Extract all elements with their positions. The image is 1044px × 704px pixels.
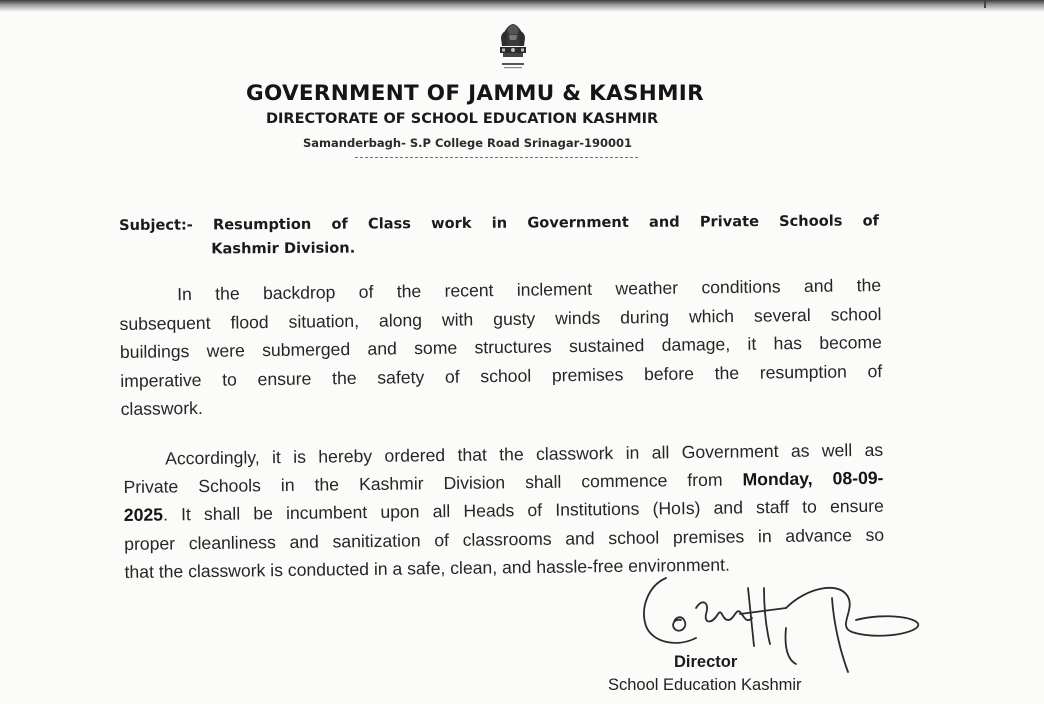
paragraph-line: imperative to ensure the safety of school premises before the resumption of: [120, 360, 883, 391]
scan-edge-shadow: [0, 0, 1044, 12]
letterhead-divider: [355, 157, 638, 158]
scan-mark: [984, 0, 986, 8]
subject-line-2: Kashmir Division.: [211, 239, 356, 258]
emblem-graphic: [490, 16, 536, 74]
state-emblem-icon: [490, 16, 536, 74]
commencement-date-part-1: Monday, 08-09-: [742, 467, 884, 490]
subject-word: in: [491, 214, 508, 232]
subject-word: Private: [699, 213, 760, 231]
office-address: Samanderbagh- S.P College Road Srinagar-190001: [303, 136, 633, 150]
paragraph-line: classwork.: [120, 397, 203, 419]
paragraph-line: buildings were submerged and some structures sustained damage, it has become: [119, 332, 882, 362]
subject-word: and: [648, 213, 680, 231]
subject-word: Schools: [779, 212, 843, 230]
paragraph-1: [119, 271, 883, 423]
subject-block: [119, 209, 889, 262]
government-heading: GOVERNMENT OF JAMMU & KASHMIR: [246, 81, 704, 106]
subject-word: Resumption: [212, 215, 312, 234]
paragraph-line: proper cleanliness and sanitization of classrooms and school premises in advance so: [124, 524, 885, 554]
subject-word: Class: [367, 215, 412, 233]
paragraph-line: that the classwork is conducted in a safe, clean, and hassle-free environment.: [124, 554, 731, 582]
paragraph-2: [123, 436, 885, 586]
signatory-organization: School Education Kashmir: [608, 676, 802, 694]
subject-word: work: [431, 214, 472, 233]
subject-word: of: [331, 215, 348, 233]
subject-label: Subject:-: [119, 216, 193, 234]
commencement-date-part-2: 2025: [123, 504, 164, 526]
paragraph-line: In the backdrop of the recent inclement weather conditions and the: [177, 275, 882, 305]
paragraph-line: subsequent flood situation, along with gusty winds during which several school: [119, 303, 882, 334]
signatory-title: Director: [674, 653, 738, 671]
subject-word: Government: [527, 213, 629, 232]
directorate-heading: DIRECTORATE OF SCHOOL EDUCATION KASHMIR: [266, 111, 659, 127]
paragraph-line: Accordingly, it is hereby ordered that the classwork in all Government as well as: [165, 439, 884, 469]
subject-word: of: [862, 212, 880, 230]
paragraph-text: Private Schools in the Kashmir Division shall commence from: [123, 469, 723, 498]
paragraph-text: . It shall be incumbent upon all Heads of Institutions (HoIs) and staff to ensure: [162, 496, 884, 525]
